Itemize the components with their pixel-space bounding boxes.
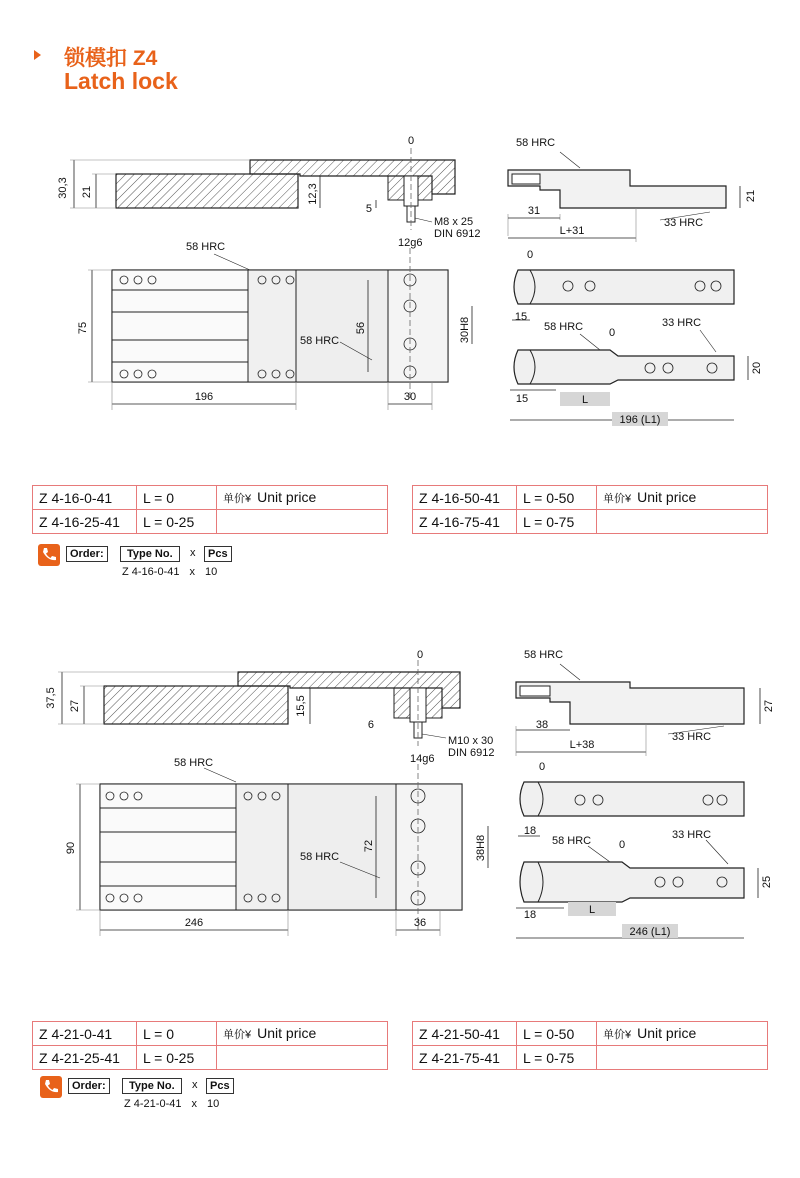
- dim-12g6: 12g6: [398, 237, 423, 249]
- plan-view: [65, 757, 488, 936]
- dim-30-3: 30,3: [57, 177, 69, 199]
- example-x: x: [191, 1098, 197, 1110]
- plan-bar: [296, 270, 388, 382]
- latch-bar-upper: [512, 249, 734, 323]
- unit-price-cell: [217, 1022, 388, 1046]
- type-cell: Z 4-21-25-41: [33, 1046, 137, 1070]
- latch-bar-lower: [516, 829, 773, 938]
- side-section-view: [57, 135, 480, 249]
- unit-price-en: Unit price: [257, 489, 317, 505]
- plan-view: [77, 241, 472, 410]
- length-cell: L = 0-75: [517, 1046, 597, 1070]
- plan-left-block: [100, 784, 236, 910]
- table-row: [33, 1046, 388, 1070]
- dim-72: 72: [363, 839, 375, 853]
- side-dim-27: 27: [763, 699, 775, 713]
- bar-dim-15b: 15: [515, 393, 529, 405]
- example-type: Z 4-16-0-41: [122, 566, 180, 578]
- dim-6: 6: [367, 719, 374, 731]
- bar-upper-outline: [514, 270, 734, 304]
- bar-dim-196l1: 196 (L1): [619, 414, 661, 426]
- side-dim-l38: L+38: [569, 739, 595, 751]
- dim-246: 246: [184, 917, 204, 929]
- unit-price-en: Unit price: [257, 1025, 317, 1041]
- phone-icon: [40, 1076, 62, 1098]
- bar-dim-l: L: [581, 394, 589, 406]
- dim-90: 90: [65, 841, 77, 855]
- dim-196: 196: [194, 391, 214, 403]
- plan-block: [388, 270, 448, 382]
- bar-dim-18a: 18: [523, 825, 537, 837]
- bar-dim-15a: 15: [514, 311, 528, 323]
- bar-dim-25: 25: [761, 875, 773, 889]
- dim-21-left: 21: [81, 185, 93, 199]
- dim-27-left: 27: [69, 699, 81, 713]
- bar-dim-l: L: [588, 904, 596, 916]
- dim-0-top: 0: [407, 135, 415, 147]
- length-cell: L = 0-50: [517, 486, 597, 510]
- screw-spec: M8 x 25: [434, 216, 474, 228]
- plan-bar: [288, 784, 396, 910]
- unit-price-cell: [597, 510, 768, 534]
- bar-dim-0a: 0: [526, 249, 534, 261]
- type-cell: Z 4-21-0-41: [33, 1022, 137, 1046]
- type-cell: Z 4-21-50-41: [413, 1022, 517, 1046]
- bar-label-33hrc: 33 HRC: [662, 317, 702, 329]
- label-58hrc-b: 58 HRC: [300, 335, 340, 347]
- times-sign: x: [190, 547, 196, 559]
- price-table-left-2: [32, 1021, 388, 1070]
- unit-price-cell: [217, 486, 388, 510]
- type-cell: Z 4-21-75-41: [413, 1046, 517, 1070]
- unit-price-en: Unit price: [637, 489, 697, 505]
- technical-drawing-z4-16: [0, 130, 800, 430]
- side-section-view: [45, 649, 494, 765]
- bullet-arrow-icon: [34, 50, 41, 60]
- length-cell: L = 0-25: [137, 510, 217, 534]
- dim-15-5: 15,5: [295, 695, 307, 717]
- bar-upper-outline: [520, 782, 744, 816]
- table-row: [413, 1022, 768, 1046]
- unit-price-cell: [217, 510, 388, 534]
- order-example: [124, 1098, 229, 1110]
- side-dim-31: 31: [527, 205, 541, 217]
- table-row: [33, 486, 388, 510]
- drawing-svg-1: [0, 130, 800, 430]
- label-58hrc-a: 58 HRC: [174, 757, 214, 769]
- latch-notch: [512, 174, 540, 184]
- order-info-2: [40, 1076, 280, 1116]
- type-cell: Z 4-16-75-41: [413, 510, 517, 534]
- dim-36: 36: [413, 917, 427, 929]
- label-58hrc-a: 58 HRC: [186, 241, 226, 253]
- order-label: Order:: [66, 546, 108, 562]
- latch-bar-lower: [510, 317, 763, 426]
- bar-lower-outline: [520, 862, 744, 902]
- unit-price-en: Unit price: [637, 1025, 697, 1041]
- latch-bar-upper: [518, 761, 744, 837]
- bar-dim-0a: 0: [538, 761, 546, 773]
- side-label-33hrc: 33 HRC: [672, 731, 712, 743]
- pcs-label: Pcs: [204, 546, 232, 562]
- side-label-58hrc: 58 HRC: [524, 649, 564, 661]
- drawing-svg-2: [0, 640, 800, 950]
- unit-price-cn: 单价¥: [603, 1029, 632, 1041]
- unit-price-cn: 单价¥: [603, 493, 632, 505]
- pcs-label: Pcs: [206, 1078, 234, 1094]
- page-title-cn: 锁模扣 Z4: [64, 47, 158, 70]
- price-table-right-2: [412, 1021, 768, 1070]
- screw-spec: M10 x 30: [448, 735, 494, 747]
- dim-75: 75: [77, 321, 89, 335]
- din-spec: DIN 6912: [448, 747, 495, 759]
- type-no-label: Type No.: [122, 1078, 182, 1094]
- example-qty: 10: [204, 566, 218, 578]
- dim-14g6: 14g6: [410, 753, 435, 765]
- bar-dim-0b: 0: [618, 839, 626, 851]
- bar-label-58hrc: 58 HRC: [552, 835, 592, 847]
- type-cell: Z 4-16-50-41: [413, 486, 517, 510]
- dim-12-3: 12,3: [307, 183, 319, 205]
- plan-mid-block: [236, 784, 288, 910]
- order-info-1: [38, 544, 278, 584]
- latch-side-view: [516, 649, 775, 756]
- table-row: [33, 1022, 388, 1046]
- bar-dim-0b: 0: [608, 327, 616, 339]
- unit-price-cell: [217, 1046, 388, 1070]
- type-no-label: Type No.: [120, 546, 180, 562]
- bar-dim-246l1: 246 (L1): [629, 926, 671, 938]
- type-cell: Z 4-16-0-41: [33, 486, 137, 510]
- dim-38h8: 38H8: [475, 834, 487, 862]
- length-cell: L = 0: [137, 486, 217, 510]
- length-cell: L = 0-25: [137, 1046, 217, 1070]
- dim-56: 56: [355, 321, 367, 335]
- dim-0-top: 0: [416, 649, 424, 661]
- price-table-left-1: [32, 485, 388, 534]
- latch-notch: [520, 686, 550, 696]
- side-dim-21: 21: [745, 189, 757, 203]
- side-label-58hrc: 58 HRC: [516, 137, 556, 149]
- table-row: [33, 510, 388, 534]
- unit-price-cell: [597, 486, 768, 510]
- bar-label-33hrc: 33 HRC: [672, 829, 712, 841]
- example-x: x: [189, 566, 195, 578]
- type-cell: Z 4-16-25-41: [33, 510, 137, 534]
- dim-30h8: 30H8: [459, 316, 471, 344]
- dim-30: 30: [403, 391, 417, 403]
- din-spec: DIN 6912: [434, 228, 481, 240]
- bar-lower-outline: [514, 350, 734, 384]
- order-label: Order:: [68, 1078, 110, 1094]
- unit-price-cn: 单价¥: [223, 1029, 252, 1041]
- latch-side-view: [508, 137, 757, 242]
- bar-label-58hrc: 58 HRC: [544, 321, 584, 333]
- bar-dim-20: 20: [751, 361, 763, 375]
- example-type: Z 4-21-0-41: [124, 1098, 182, 1110]
- latch-profile: [508, 170, 726, 208]
- side-dim-38: 38: [535, 719, 549, 731]
- hatched-base-plate: [116, 174, 298, 208]
- table-row: [413, 510, 768, 534]
- plan-left-block: [112, 270, 248, 382]
- table-row: [413, 1046, 768, 1070]
- order-example: [122, 566, 227, 578]
- unit-price-cn: 单价¥: [223, 493, 252, 505]
- length-cell: L = 0-50: [517, 1022, 597, 1046]
- page-title-en: Latch lock: [64, 68, 178, 94]
- hatched-base-plate: [104, 686, 288, 724]
- bar-dim-18b: 18: [523, 909, 537, 921]
- dim-5: 5: [365, 203, 372, 215]
- technical-drawing-z4-21: [0, 640, 800, 950]
- length-cell: L = 0: [137, 1022, 217, 1046]
- side-dim-l31: L+31: [559, 225, 585, 237]
- price-table-right-1: [412, 485, 768, 534]
- unit-price-cell: [597, 1022, 768, 1046]
- phone-icon: [38, 544, 60, 566]
- label-58hrc-b: 58 HRC: [300, 851, 340, 863]
- dim-37-5: 37,5: [45, 687, 57, 709]
- times-sign: x: [192, 1079, 198, 1091]
- plan-block: [396, 784, 462, 910]
- length-cell: L = 0-75: [517, 510, 597, 534]
- table-row: [413, 486, 768, 510]
- example-qty: 10: [206, 1098, 220, 1110]
- side-label-33hrc: 33 HRC: [664, 217, 704, 229]
- unit-price-cell: [597, 1046, 768, 1070]
- plan-mid-block: [248, 270, 296, 382]
